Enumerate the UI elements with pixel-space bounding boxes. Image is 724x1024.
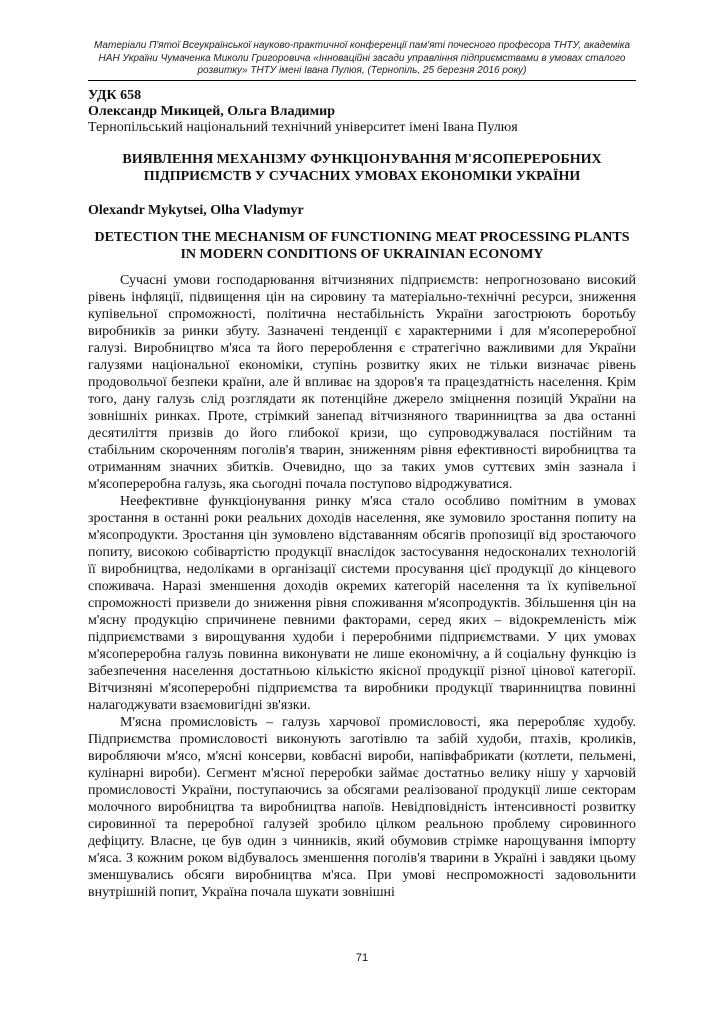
page-number: 71 xyxy=(355,952,369,964)
body-paragraph: М'ясна промисловість – галузь харчової промисловості, яка переробляє худобу. Підприємства промисловості виконують заготівлю та забій худоби, птахів, кроликів, виробляючи м'ясо, м'ясні консерви, ковбасні вироби, напівфабрикати (котлети, пельмені, кулінарні вироби). Сегмент м'ясної переробки займає достатньо велику нішу у харчовій промисловості України, поступаючись за обсягами реалізованої продукції лише секторам молочного виробництва та виробництва напоїв. Невідповідність інтенсивності розвитку сировинної та переробної галузей зробило цілком реальною проблему сировинного дефіциту. Власне, це був один з чинників, який обумовив стрімке нарощування імпорту м'яса. З кожним роком відбувалось зменшення поголів'я тварини в Україні і завдяки цьому зменшувались обсяги виробництва м'яса. При умові неспроможності задовольнити внутрішній попит, Україна почала шукати зовнішні xyxy=(88,715,636,900)
authors-ukrainian: Олександр Микицей, Ольга Владимир xyxy=(88,104,335,119)
article-body xyxy=(88,272,636,901)
article-title-english: DETECTION THE MECHANISM OF FUNCTIONING MEAT PROCESSING PLANTS IN MODERN CONDITIONS OF UKRAINIAN ECONOMY xyxy=(94,230,630,262)
body-paragraph: Неефективне функціонування ринку м'яса стало особливо помітним в умовах зростання в останні роки реальних доходів населення, яке зумовило зростання попиту на м'ясопродукти. Зростання цін зумовлено відставанням обсягів пропозиції від зростаючого попиту, високою собівартістю продукції внаслідок застосування недосконалих технологій її виробництва, недоліками в організації системи просування цієї продукції до кінцевого споживача. Наразі зменшення доходів окремих категорій населення та їх купівельної спроможності призвели до зниження рівня споживання м'ясопродуктів. Збільшення цін на м'ясну продукцію спричинене певними факторами, серед яких – відокремленість між підприємствами з вирощування худоби і переробними підприємствами. У цих умовах м'ясопереробна галузь повинна виконувати не лише економічну, а й соціальну функцію із забезпечення населення достатньою кількістю якісної продукції різної цінової категорії. Вітчизняні м'ясопереробні підприємства та виробники продукції тваринництва повинні налагоджувати взаємовигідні зв'язки. xyxy=(88,494,636,713)
authors-english: Olexandr Mykytsei, Olha Vladymyr xyxy=(88,203,304,218)
article-title-ukrainian: ВИЯВЛЕННЯ МЕХАНІЗМУ ФУНКЦІОНУВАННЯ М'ЯСОПЕРЕРОБНИХ ПІДПРИЄМСТВ У СУЧАСНИХ УМОВАХ ЕКОНОМІКИ УКРАЇНИ xyxy=(122,152,602,184)
conference-header-note: Матеріали П'ятої Всеукраїнської науково-практичної конференції пам'яті почесного професора ТНТУ, академіка НАН України Чумаченка Миколи Григоровича «Інноваційні засади управління підприємствами в умовах сталого розвитку» ТНТУ імені Івана Пулюя, (Тернопіль, 25 березня 2016 року) xyxy=(93,40,631,76)
header-divider xyxy=(88,80,636,81)
udk-code: УДК 658 xyxy=(88,88,142,103)
author-affiliation: Тернопільський національний технічний університет імені Івана Пулюя xyxy=(88,120,518,135)
body-paragraph: Сучасні умови господарювання вітчизняних підприємств: непрогнозовано високий рівень інфляції, підвищення цін на сировину та матеріально-технічні ресурси, зниження купівельної спроможності, політична нестабільність України загострюють боротьбу виробників за ринки збуту. Зазначені тенденції є характерними і для м'ясопереробної галузі. Виробництво м'яса та його перероблення є стратегічно важливими для України галузями національної економіки, ступінь розвитку яких не тільки визначає рівень продовольчої безпеки країни, але й впливає на здоров'я та працездатність населення. Крім того, дану галузь слід розглядати як потенційне джерело зміцнення позицій України на зовнішніх ринках. Проте, стрімкий занепад вітчизняного тваринництва за два останні десятиліття призвів до його глибокої кризи, що супроводжувалася постійним та стабільним скороченням поголів'я тварин, зниженням рівня ефективності виробництва та отриманням значних збитків. Очевидно, що за таких умов суттєвих змін зазнала і м'ясопереробна галузь, яка сьогодні почала поступово відроджуватися. xyxy=(88,273,636,492)
